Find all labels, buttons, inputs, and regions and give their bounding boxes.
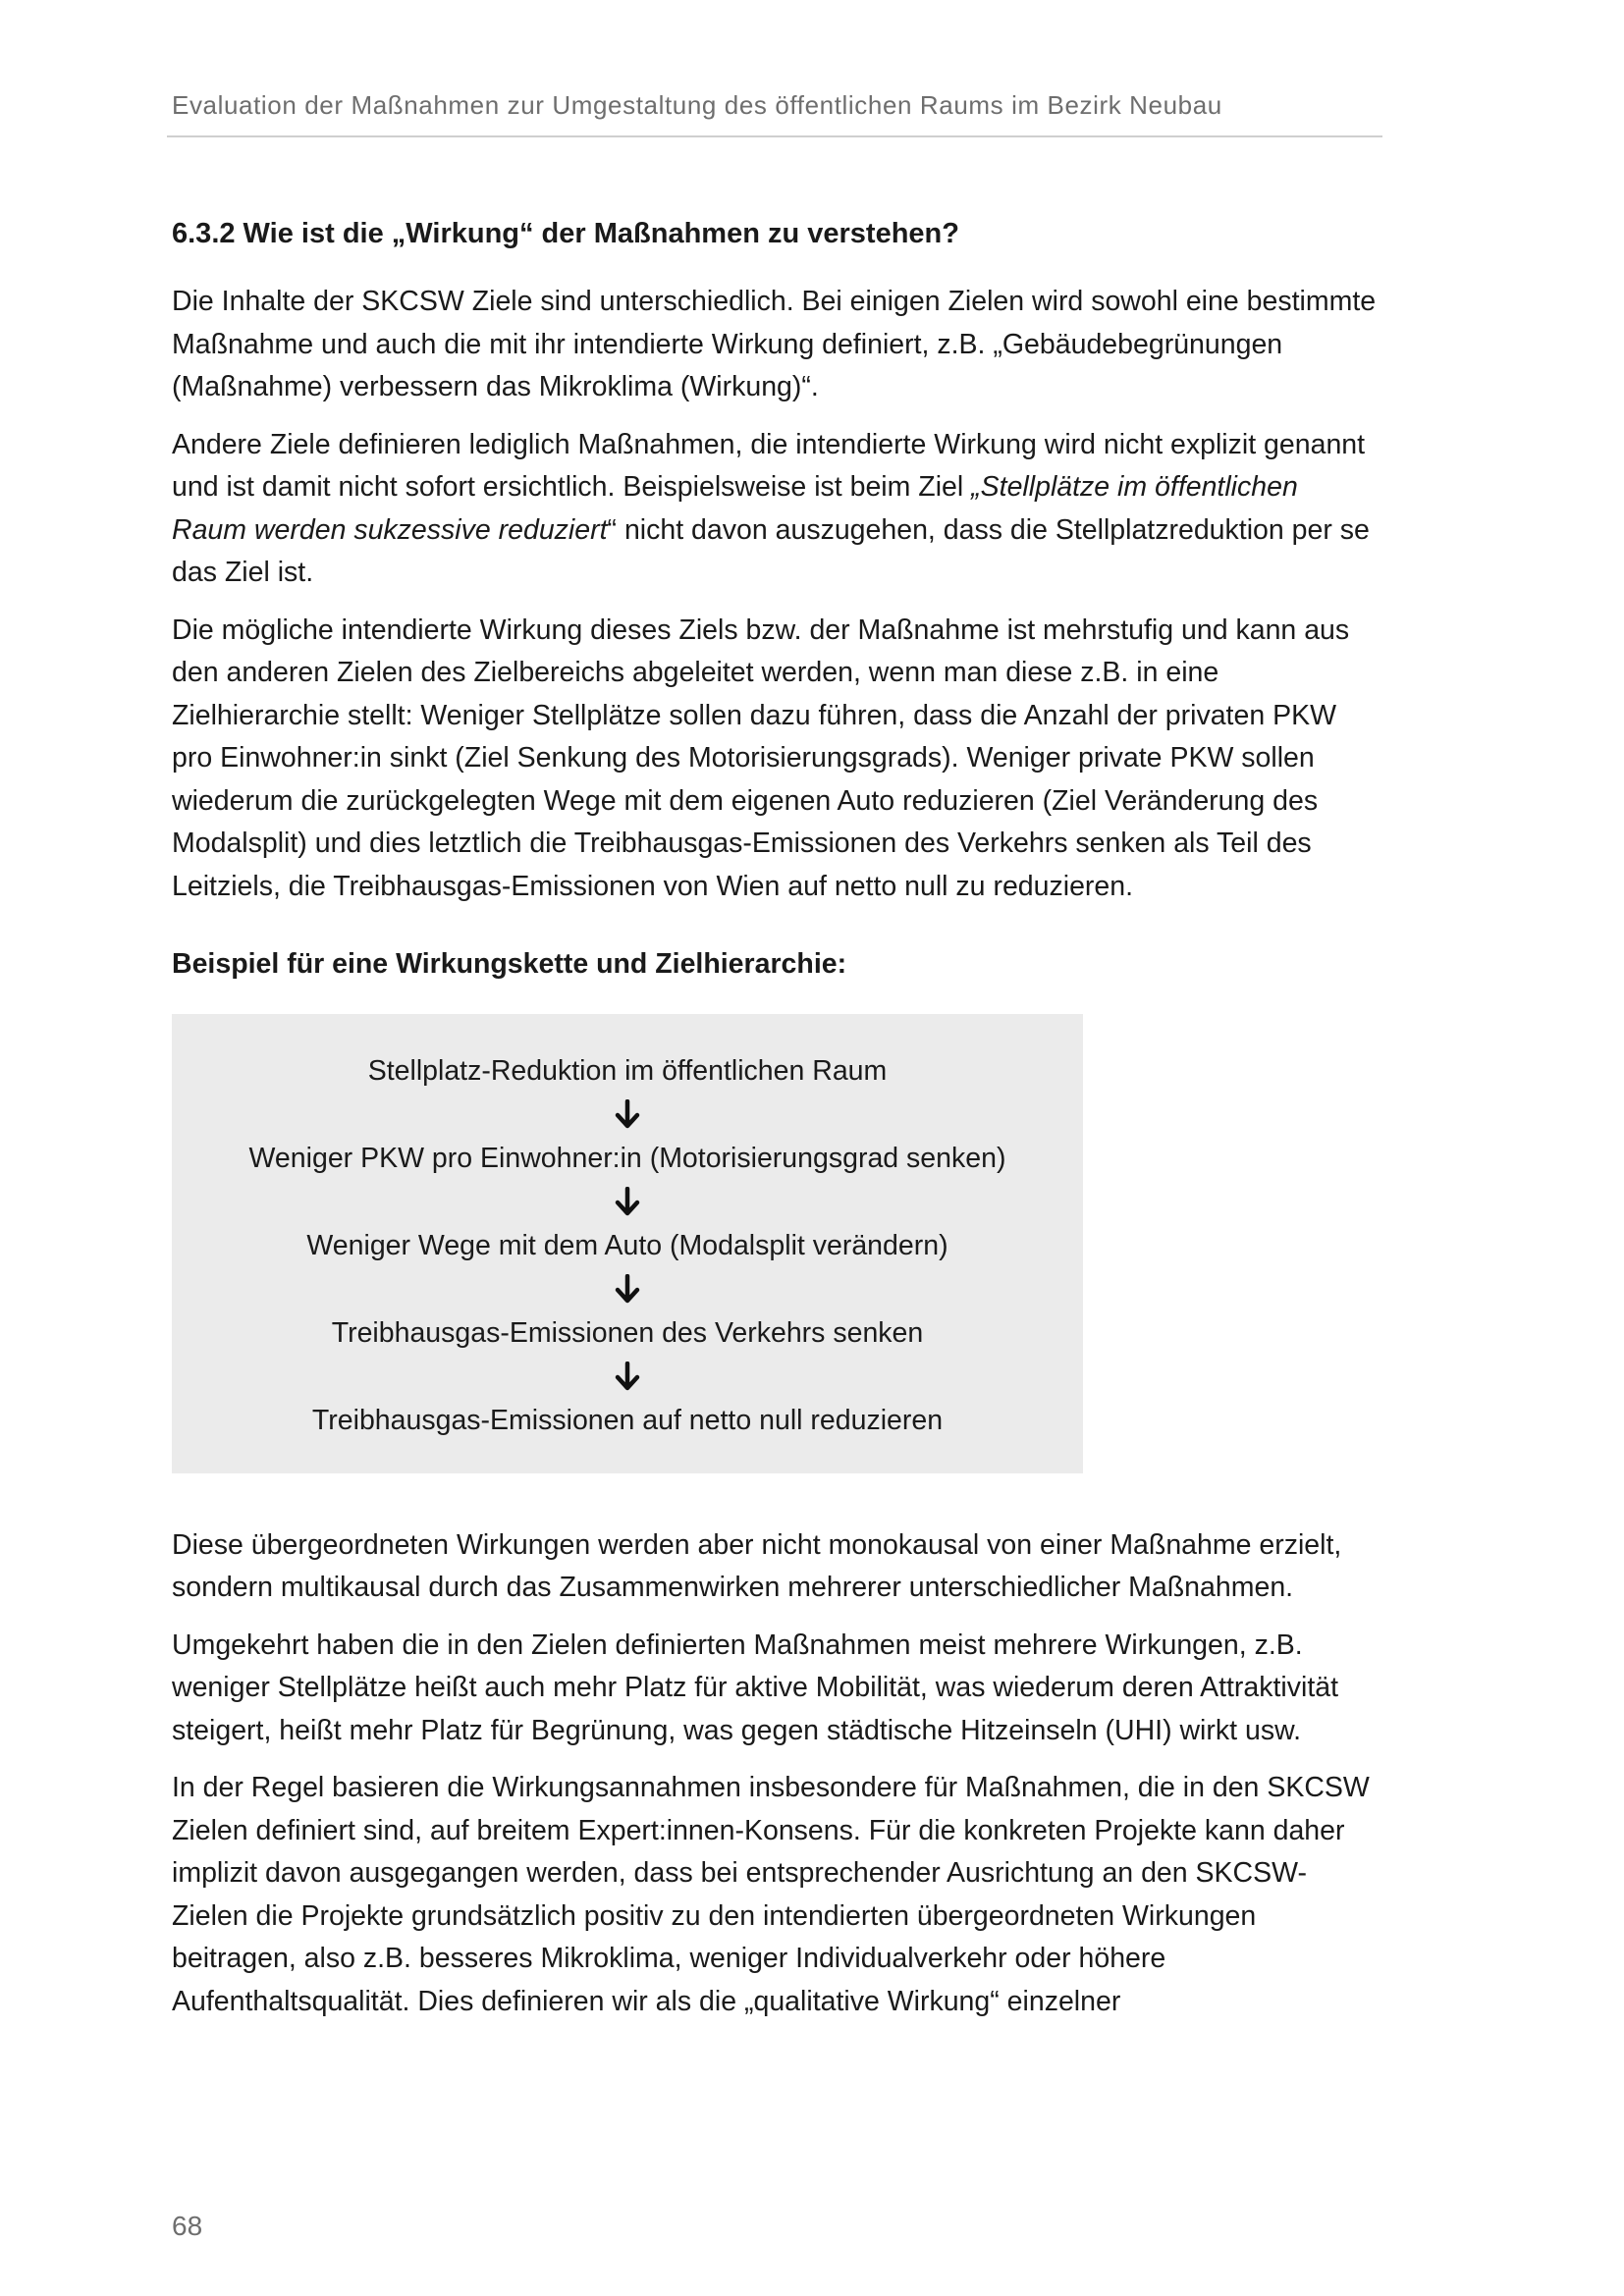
- running-header: Evaluation der Maßnahmen zur Umgestaltung des öffentlichen Raums im Bezirk Neubau: [172, 90, 1222, 120]
- paragraph-2: [172, 424, 1380, 595]
- example-heading: Beispiel für eine Wirkungskette und Zielhierarchie:: [172, 948, 847, 980]
- arrow-down-icon: [172, 1180, 1083, 1224]
- chain-step: Weniger PKW pro Einwohner:in (Motorisierungsgrad senken): [248, 1142, 1006, 1174]
- paragraph-5: Umgekehrt haben die in den Zielen definierten Maßnahmen meist mehrere Wirkungen, z.B. weniger Stellplätze heißt auch mehr Platz für aktive Mobilität, was wiederum deren Attraktivität steigert, heißt mehr Platz für Begrünung, was gegen städtische Hitzeinseln (UHI) wirkt usw.: [172, 1629, 1339, 1746]
- paragraph-6: In der Regel basieren die Wirkungsannahmen insbesondere für Maßnahmen, die in den SKCSW Zielen definiert sind, auf breitem Expert:innen-Konsens. Für die konkreten Projekte kann daher implizit davon ausgegangen werden, dass bei entsprechender Ausrichtung an den SKCSW-Zielen die Projekte grundsätzlich positiv zu den intendierten übergeordneten Wirkungen beitragen, also z.B. besseres Mikroklima, weniger Individualverkehr oder höhere Aufenthaltsqualität. Dies definieren wir als die „qualitative Wirkung“ einzelner: [172, 1772, 1370, 2017]
- paragraph-2-text-end: “ nicht davon auszugehen, dass die Stellplatzreduktion per se das Ziel ist.: [172, 513, 1370, 588]
- chain-step: Stellplatz-Reduktion im öffentlichen Raum: [367, 1054, 888, 1087]
- paragraph-4: Diese übergeordneten Wirkungen werden aber nicht monokausal von einer Maßnahme erzielt, sondern multikausal durch das Zusammenwirken mehrerer unterschiedlicher Maßnahmen.: [172, 1528, 1342, 1603]
- paragraph-1: Die Inhalte der SKCSW Ziele sind unterschiedlich. Bei einigen Zielen wird sowohl eine bestimmte Maßnahme und auch die mit ihr intendierte Wirkung definiert, z.B. „Gebäudebegrünungen (Maßnahme) verbessern das Mikroklima (Wirkung)“.: [172, 286, 1377, 402]
- impact-chain-box: [172, 1014, 1083, 1473]
- arrow-down-icon: [172, 1093, 1083, 1137]
- main-content: [172, 214, 1380, 2038]
- chain-step: Treibhausgas-Emissionen des Verkehrs senken: [331, 1316, 924, 1349]
- arrow-down-icon: [172, 1267, 1083, 1311]
- header-divider: [167, 135, 1382, 137]
- arrow-down-icon: [172, 1355, 1083, 1399]
- paragraph-2-text-start: Andere Ziele definieren lediglich Maßnahmen, die intendierte Wirkung wird nicht explizit genannt und ist damit nicht sofort ersichtlich. Beispielsweise ist beim Ziel: [172, 428, 1366, 503]
- section-heading: 6.3.2 Wie ist die „Wirkung“ der Maßnahmen zu verstehen?: [172, 218, 959, 249]
- paragraph-2-italic-quote: „Stellplätze im öffentlichen Raum werden sukzessive reduziert: [172, 471, 1298, 546]
- chain-step: Treibhausgas-Emissionen auf netto null reduzieren: [311, 1404, 944, 1436]
- paragraph-3: Die mögliche intendierte Wirkung dieses Ziels bzw. der Maßnahme ist mehrstufig und kann aus den anderen Zielen des Zielbereichs abgeleitet werden, wenn man diese z.B. in eine Zielhierarchie stellt: Weniger Stellplätze sollen dazu führen, dass die Anzahl der privaten PKW pro Einwohner:in sinkt (Ziel Senkung des Motorisierungsgrads). Weniger private PKW sollen wiederum die zurückgelegten Wege mit dem eigenen Auto reduzieren (Ziel Veränderung des Modalsplit) und dies letztlich die Treibhausgas-Emissionen des Verkehrs senken als Teil des Leitziels, die Treibhausgas-Emissionen von Wien auf netto null zu reduzieren.: [172, 614, 1350, 902]
- chain-step: Weniger Wege mit dem Auto (Modalsplit verändern): [306, 1229, 948, 1261]
- page-number: 68: [172, 2211, 203, 2241]
